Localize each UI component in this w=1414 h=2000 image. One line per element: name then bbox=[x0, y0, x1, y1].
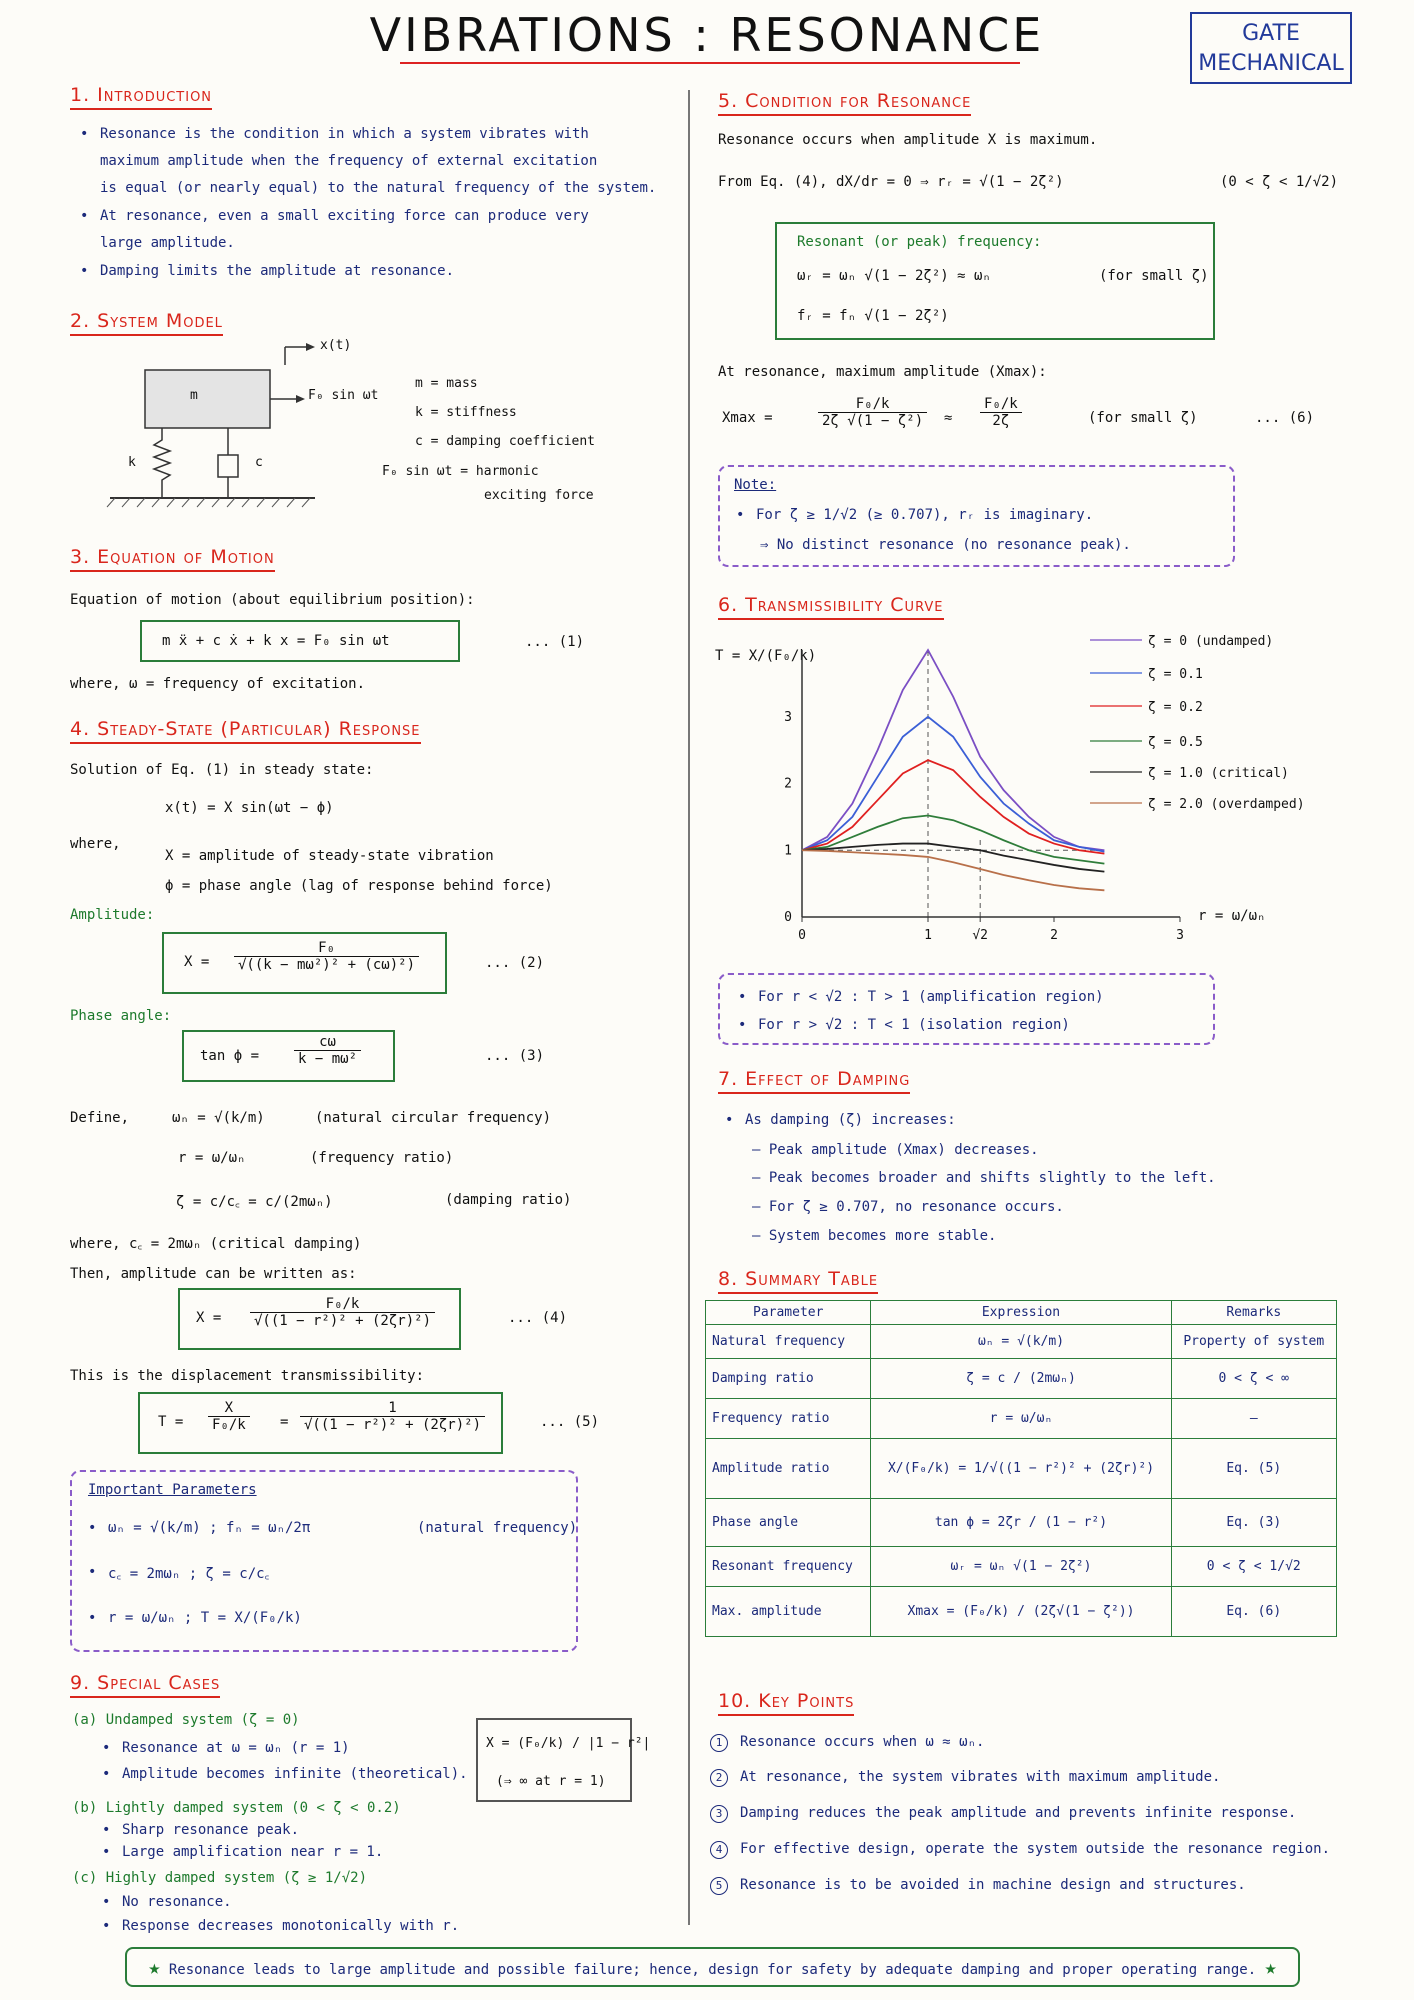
star-icon: ★ bbox=[148, 1955, 161, 1979]
define-wn: ωₙ = √(k/m) bbox=[172, 1110, 265, 1126]
define-label: Define, bbox=[70, 1110, 130, 1126]
case-b: (b) Lightly damped system (0 < ζ < 0.2) bbox=[72, 1800, 401, 1816]
section-9-heading: 9. Special Cases bbox=[70, 1672, 220, 1698]
case-c-1: • No resonance. bbox=[122, 1894, 232, 1910]
footer-text: Resonance leads to large amplitude and possible failure; hence, design for safety by adequate damping and proper operating range. bbox=[168, 1962, 1257, 1978]
critical-damping: where, c꜀ = 2mωₙ (critical damping) bbox=[70, 1236, 362, 1252]
legend-label: ζ = 2.0 (overdamped) bbox=[1148, 797, 1305, 812]
eq1-ref: ... (1) bbox=[525, 634, 585, 650]
steady-intro: Solution of Eq. (1) in steady state: bbox=[70, 762, 374, 778]
summary-table bbox=[705, 1300, 1337, 1637]
tag-line1: GATE bbox=[1242, 21, 1300, 46]
xmax-fraction-2 bbox=[980, 396, 1022, 429]
section-4-heading: 4. Steady-State (Particular) Response bbox=[70, 718, 421, 744]
steady-where-1: X = amplitude of steady-state vibration bbox=[165, 848, 494, 864]
key-point-4: 4 For effective design, operate the system outside the resonance region. bbox=[710, 1841, 1330, 1859]
system-model-diagram bbox=[100, 335, 400, 520]
important-2: • c꜀ = 2mωₙ ; ζ = c/c꜀ bbox=[108, 1564, 269, 1583]
define-zeta: ζ = c/c꜀ = c/(2mωₙ) bbox=[176, 1194, 333, 1210]
section-6-heading: 6. Transmissibility Curve bbox=[718, 594, 944, 620]
important-parameters-box bbox=[70, 1470, 578, 1652]
note-title: Note: bbox=[734, 477, 777, 493]
region-amplification: • For r < √2 : T > 1 (amplification region) bbox=[758, 989, 1104, 1005]
title-underline bbox=[400, 62, 1020, 64]
section-5-heading: 5. Condition for Resonance bbox=[718, 90, 971, 116]
undamped-formula: X = (F₀/k) / |1 − r²| bbox=[486, 1736, 651, 1751]
x4-lhs: X = bbox=[196, 1310, 222, 1326]
table-row: Natural frequency ωₙ = √(k/m) Property of system bbox=[706, 1325, 1337, 1359]
eq3-ref: ... (3) bbox=[485, 1048, 545, 1064]
displacement-arrowhead bbox=[306, 343, 315, 351]
eq5-ref: ... (5) bbox=[540, 1414, 600, 1430]
intro-bullet-1b: maximum amplitude when the frequency of external excitation bbox=[100, 153, 598, 169]
amp-lhs: X = bbox=[184, 954, 210, 970]
case-b-2: • Large amplification near r = 1. bbox=[122, 1844, 383, 1860]
xmax-note: (for small ζ) bbox=[1088, 410, 1198, 426]
spring bbox=[154, 428, 170, 498]
steady-where-2: ϕ = phase angle (lag of response behind force) bbox=[165, 878, 553, 894]
intro-bullet-2b: large amplitude. bbox=[100, 235, 235, 251]
key-point-2: 2 At resonance, the system vibrates with maximum amplitude. bbox=[710, 1769, 1220, 1787]
legend-label: ζ = 0.5 bbox=[1148, 735, 1203, 750]
eq6-ref: ... (6) bbox=[1255, 410, 1315, 426]
table-row: Damping ratio ζ = c / (2mωₙ) 0 < ζ < ∞ bbox=[706, 1359, 1337, 1399]
transmissibility-chart bbox=[780, 630, 1370, 950]
table-row: Phase angle tan ϕ = 2ζr / (1 − r²) Eq. (3) bbox=[706, 1499, 1337, 1547]
x-tick-label: 3 bbox=[1176, 928, 1184, 943]
xmax-den-1: 2ζ √(1 − ζ²) bbox=[822, 413, 924, 429]
xmax-fraction-1 bbox=[818, 396, 927, 429]
y-tick-label: 0 bbox=[784, 910, 792, 925]
spring-label: k bbox=[128, 455, 136, 470]
x4-box bbox=[178, 1288, 461, 1350]
eq2-ref: ... (2) bbox=[485, 955, 545, 971]
intro-bullet-2a: • At resonance, even a small exciting force can produce very bbox=[100, 208, 589, 224]
chart-xlabel: r = ω/ωₙ bbox=[1198, 908, 1266, 924]
mass-block bbox=[145, 370, 270, 428]
subject-tag bbox=[1190, 12, 1352, 84]
important-1: • ωₙ = √(k/m) ; fₙ = ωₙ/2π bbox=[108, 1520, 310, 1536]
key-point-5: 5 Resonance is to be avoided in machine design and structures. bbox=[710, 1877, 1246, 1895]
transmissibility-intro: This is the displacement transmissibility: bbox=[70, 1368, 425, 1384]
table-row: Amplitude ratio X/(F₀/k) = 1/√((1 − r²)² + (2ζr)²) Eq. (5) bbox=[706, 1439, 1337, 1499]
tag-line2: MECHANICAL bbox=[1198, 51, 1344, 76]
table-row: Frequency ratio r = ω/ωₙ – bbox=[706, 1399, 1337, 1439]
t5-fraction-2 bbox=[300, 1400, 485, 1433]
important-1-note: (natural frequency) bbox=[417, 1520, 578, 1536]
case-b-1: • Sharp resonance peak. bbox=[122, 1822, 299, 1838]
number-icon: 4 bbox=[710, 1841, 728, 1859]
note-1: • For ζ ≥ 1/√2 (≥ 0.707), rᵣ is imaginary. bbox=[756, 507, 1093, 523]
table-header: Remarks bbox=[1171, 1301, 1336, 1325]
number-icon: 2 bbox=[710, 1769, 728, 1787]
xmax-den-2: 2ζ bbox=[992, 413, 1010, 429]
damper-label: c bbox=[255, 455, 263, 470]
table-row: Resonant frequency ωᵣ = ωₙ √(1 − 2ζ²) 0 < ζ < 1/√2 bbox=[706, 1547, 1337, 1587]
y-tick-label: 3 bbox=[784, 709, 792, 725]
phase-denominator: k − mω² bbox=[298, 1051, 358, 1067]
legend-label: ζ = 0 (undamped) bbox=[1148, 634, 1274, 649]
x-tick-label: 0 bbox=[798, 928, 806, 943]
resonant-frequency-title: Resonant (or peak) frequency: bbox=[797, 234, 1042, 250]
eom-where: where, ω = frequency of excitation. bbox=[70, 676, 366, 692]
force-label: F₀ sin ωt bbox=[308, 388, 379, 403]
t5-num-2: 1 bbox=[300, 1400, 485, 1417]
resonance-derivation: From Eq. (4), dX/dr = 0 ⇒ rᵣ = √(1 − 2ζ²) bbox=[718, 174, 1064, 190]
force-arrowhead bbox=[296, 395, 305, 403]
eq4-ref: ... (4) bbox=[508, 1310, 568, 1326]
table-header: Parameter bbox=[706, 1301, 871, 1325]
resonant-fr: fᵣ = fₙ √(1 − 2ζ²) bbox=[797, 308, 949, 324]
legend-mass: m = mass bbox=[415, 376, 478, 391]
xmax-lhs: Xmax = bbox=[722, 410, 773, 426]
t5-box: T = $\frac{X}{\text{F₀/k}}$ = $\frac{1}{\text{√((1 − r²)² + (2ζr)²)}}$ bbox=[138, 1392, 503, 1454]
case-c: (c) Highly damped system (ζ ≥ 1/√2) bbox=[72, 1870, 368, 1886]
intro-bullet-1c: is equal (or nearly equal) to the natural frequency of the system. bbox=[100, 180, 657, 196]
damping-intro: • As damping (ζ) increases: bbox=[745, 1112, 956, 1128]
number-icon: 1 bbox=[710, 1734, 728, 1752]
key-point-3: 3 Damping reduces the peak amplitude and prevents infinite response. bbox=[710, 1805, 1296, 1823]
number-icon: 5 bbox=[710, 1877, 728, 1895]
section-8-heading: 8. Summary Table bbox=[718, 1268, 878, 1294]
table-header-row bbox=[706, 1301, 1337, 1325]
eom-equation: m ẍ + c ẋ + k x = F₀ sin ωt bbox=[162, 633, 390, 649]
legend-force-1: F₀ sin ωt = harmonic bbox=[382, 464, 539, 479]
legend-label: ζ = 0.2 bbox=[1148, 700, 1203, 715]
amp-numerator: F₀ bbox=[234, 940, 419, 957]
t5-num-1: X bbox=[208, 1400, 250, 1417]
case-c-2: • Response decreases monotonically with r. bbox=[122, 1918, 459, 1934]
t5-den-2: √((1 − r²)² + (2ζr)²) bbox=[304, 1417, 482, 1433]
resonance-intro: Resonance occurs when amplitude X is maximum. bbox=[718, 132, 1098, 148]
x4-fraction bbox=[250, 1296, 435, 1329]
important-title: Important Parameters bbox=[88, 1482, 257, 1498]
region-isolation: • For r > √2 : T < 1 (isolation region) bbox=[758, 1017, 1070, 1033]
case-a: (a) Undamped system (ζ = 0) bbox=[72, 1712, 300, 1728]
x-tick-label: √2 bbox=[972, 928, 989, 943]
section-7-heading: 7. Effect of Damping bbox=[718, 1068, 910, 1094]
column-divider bbox=[688, 90, 690, 1925]
number-icon: 3 bbox=[710, 1805, 728, 1823]
section-1-heading: 1. Introduction bbox=[70, 84, 212, 110]
undamped-box bbox=[476, 1718, 651, 1802]
x4-numerator: F₀/k bbox=[250, 1296, 435, 1313]
t5-lhs: T = bbox=[158, 1414, 184, 1430]
resonant-frequency-box bbox=[775, 222, 1215, 340]
xmax-intro: At resonance, maximum amplitude (Xmax): bbox=[718, 364, 1047, 380]
legend-stiffness: k = stiffness bbox=[415, 405, 517, 420]
phase-box bbox=[182, 1030, 395, 1082]
phase-fraction bbox=[294, 1034, 361, 1067]
legend-damping: c = damping coefficient bbox=[415, 434, 596, 449]
eom-intro: Equation of motion (about equilibrium position): bbox=[70, 592, 475, 608]
legend-label: ζ = 1.0 (critical) bbox=[1148, 766, 1289, 781]
star-icon: ★ bbox=[1264, 1955, 1277, 1979]
eom-box bbox=[140, 620, 460, 662]
legend-force-2: exciting force bbox=[484, 488, 594, 503]
footer-banner bbox=[125, 1947, 1300, 1987]
damping-item-4: – System becomes more stable. bbox=[752, 1228, 997, 1244]
case-a-2: • Amplitude becomes infinite (theoretical). bbox=[122, 1766, 468, 1782]
ground-hatch bbox=[107, 498, 310, 507]
regions-box bbox=[718, 973, 1215, 1045]
define-r: r = ω/ωₙ bbox=[178, 1150, 246, 1166]
undamped-note: (⇒ ∞ at r = 1) bbox=[496, 1774, 606, 1789]
section-2-heading: 2. System Model bbox=[70, 310, 223, 336]
resonant-wr-note: (for small ζ) bbox=[1099, 268, 1209, 284]
chart-ylabel: T = X/(F₀/k) bbox=[715, 648, 817, 664]
note-2: ⇒ No distinct resonance (no resonance peak). bbox=[760, 537, 1131, 553]
define-zeta-note: (damping ratio) bbox=[445, 1192, 572, 1208]
key-point-1: 1 Resonance occurs when ω ≈ ωₙ. bbox=[710, 1734, 984, 1752]
resonance-range: (0 < ζ < 1/√2) bbox=[1220, 174, 1339, 190]
series-line bbox=[802, 717, 1104, 852]
t5-den-1: F₀/k bbox=[212, 1417, 246, 1433]
legend-label: ζ = 0.1 bbox=[1148, 667, 1203, 682]
phase-label: Phase angle: bbox=[70, 1008, 172, 1024]
steady-solution: x(t) = X sin(ωt − ϕ) bbox=[165, 800, 334, 816]
important-3: • r = ω/ωₙ ; T = X/(F₀/k) bbox=[108, 1610, 302, 1626]
amp-denominator: √((k − mω²)² + (cω)²) bbox=[238, 957, 416, 973]
x-tick-label: 1 bbox=[924, 928, 932, 943]
damper-cylinder bbox=[218, 455, 238, 477]
then-intro: Then, amplitude can be written as: bbox=[70, 1266, 357, 1282]
amp-fraction bbox=[234, 940, 419, 973]
xmax-num-1: F₀/k bbox=[818, 396, 927, 413]
intro-bullet-1a: • Resonance is the condition in which a system vibrates with bbox=[100, 126, 589, 142]
amplitude-label: Amplitude: bbox=[70, 907, 155, 923]
damping-item-2: – Peak becomes broader and shifts slightly to the left. bbox=[752, 1170, 1216, 1186]
intro-bullet-3: • Damping limits the amplitude at resonance. bbox=[100, 263, 454, 279]
damping-item-3: – For ζ ≥ 0.707, no resonance occurs. bbox=[752, 1199, 1064, 1215]
y-tick-label: 2 bbox=[784, 776, 792, 792]
table-row: Max. amplitude Xmax = (F₀/k) / (2ζ√(1 − ζ²)) Eq. (6) bbox=[706, 1587, 1337, 1637]
x-tick-label: 2 bbox=[1050, 928, 1058, 943]
displacement-label: x(t) bbox=[320, 338, 352, 353]
steady-where: where, bbox=[70, 836, 121, 852]
phase-lhs: tan ϕ = bbox=[200, 1048, 260, 1064]
x4-denominator: √((1 − r²)² + (2ζr)²) bbox=[254, 1313, 432, 1329]
t5-fraction-1 bbox=[208, 1400, 250, 1433]
table-header: Expression bbox=[871, 1301, 1171, 1325]
mass-label: m bbox=[190, 388, 198, 403]
case-a-1: • Resonance at ω = ωₙ (r = 1) bbox=[122, 1740, 350, 1756]
xmax-num-2: F₀/k bbox=[980, 396, 1022, 413]
resonance-note-box bbox=[718, 465, 1235, 567]
resonant-wr: ωᵣ = ωₙ √(1 − 2ζ²) ≈ ωₙ bbox=[797, 268, 991, 284]
define-r-note: (frequency ratio) bbox=[310, 1150, 454, 1166]
series-line bbox=[802, 850, 1104, 890]
page-title: VIBRATIONS : RESONANCE bbox=[369, 8, 1045, 62]
section-10-heading: 10. Key Points bbox=[718, 1690, 854, 1716]
define-wn-note: (natural circular frequency) bbox=[315, 1110, 552, 1126]
amplitude-box bbox=[162, 932, 447, 994]
section-3-heading: 3. Equation of Motion bbox=[70, 546, 275, 572]
phase-numerator: cω bbox=[294, 1034, 361, 1051]
damping-item-1: – Peak amplitude (Xmax) decreases. bbox=[752, 1142, 1039, 1158]
y-tick-label: 1 bbox=[784, 843, 792, 859]
